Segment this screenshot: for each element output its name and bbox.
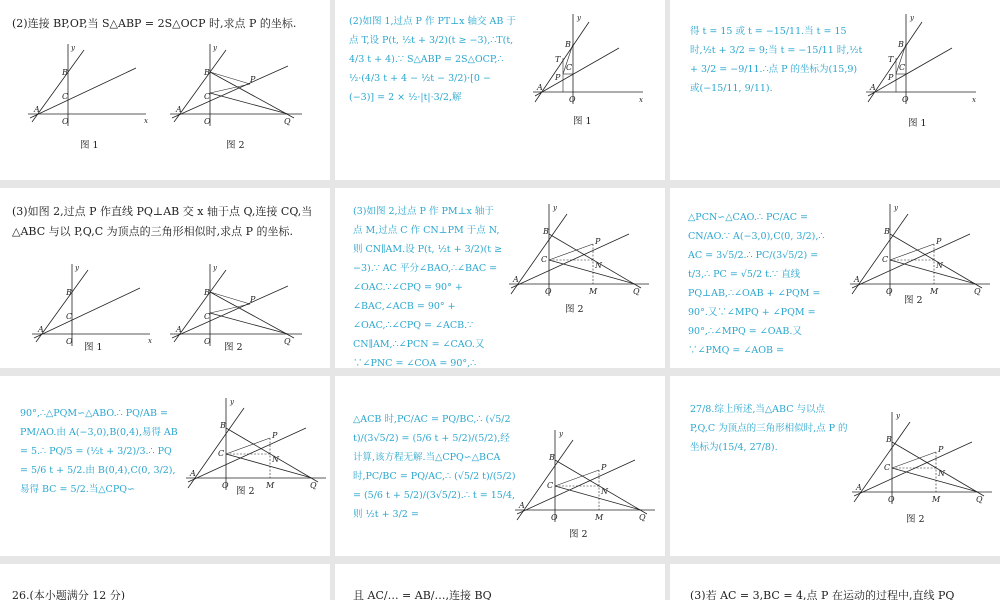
problem-tile-26	[0, 564, 330, 600]
figure-1-caption: 图 1	[84, 342, 103, 353]
figure-2-diagram	[509, 204, 651, 300]
figure-1-diagram	[28, 44, 148, 134]
answer-tile-3e	[670, 376, 1000, 556]
figure-2-diagram	[850, 204, 992, 300]
answer-tile-26a	[335, 564, 665, 600]
figure-2-caption: 图 2	[236, 486, 255, 497]
answer-text: △PCN∽△CAO.∴ PC/AC = CN/AO.∵ A(−3,0),C(0, 3/2),∴ AC = 3√5/2.∴ PC/(3√5/2) = t/3,∴ PC = √5/2 t.∵ 直线 PQ⊥AB,∴∠OAB + ∠PQM = 90°.又∵∠MPQ + ∠PQM = 90°,∴∠MPQ = ∠OAB.又∵∠PMQ = ∠AOB =	[688, 212, 825, 356]
answer-text: 得 t = 15 或 t = −15/11.当 t = 15 时,½t + 3/2 = 9;当 t = −15/11 时,½t + 3/2 = −9/11.∴点 P 的坐标为(15,9)或(−15/11, 9/11).	[690, 26, 863, 94]
answer-tile-3a	[335, 188, 665, 368]
figure-1-caption: 图 1	[573, 116, 592, 127]
answer-tile-3d	[335, 376, 665, 556]
figure-2-diagram	[852, 412, 994, 508]
figure-2-caption: 图 2	[565, 304, 584, 315]
figure-1-diagram	[533, 14, 645, 110]
figure-1-caption: 图 1	[80, 140, 99, 151]
answer-tile-2a	[335, 0, 665, 180]
answer-tile-3b	[670, 188, 1000, 368]
answer-text: 90°,∴△PQM∽△ABO.∴ PQ/AB = PM/AO.由 A(−3,0),B(0,4),易得 AB = 5.∴ PQ/5 = (½t + 3/2)/3.∴ PQ = 5/6 t + 5/2.由 B(0,4),C(0, 3/2),易得 BC = 5/2.当△CPQ∽	[20, 408, 178, 495]
answer-text: △ACB 时,PC/AC = PQ/BC,∴ (√5/2 t)/(3√5/2) = (5/6 t + 5/2)/(5/2),经计算,该方程无解.当△CPQ∽△BCA 时,PC/BC = PQ/AC,∴ (√5/2 t)/(5/2) = (5/6 t + 5/2)/(3√5/2).∴ t = 15/4,则 ½t + 3/2 =	[353, 414, 516, 520]
figure-1-diagram	[866, 14, 978, 110]
figure-2-caption: 图 2	[224, 342, 243, 353]
answer-text: 27/8.综上所述,当△ABC 与以点 P,Q,C 为顶点的三角形相似时,点 P 的坐标为(15/4, 27/8).	[690, 404, 848, 453]
answer-text: (3)如图 2,过点 P 作 PM⊥x 轴于点 M,过点 C 作 CN⊥PM 于点 N,则 CN∥AM.设 P(t, ½t + 3/2)(t ≥ −3).∵ AC 平分∠BAO,∴∠BAC = ∠OAC.∵∠CPQ = 90° + ∠BAC,∠ACB = 90° + ∠OAC,∴∠CPQ = ∠ACB.∵ CN∥AM,∴∠PCN = ∠CAO.又∵∠PNC = ∠COA = 90°,∴	[353, 206, 503, 368]
problem-heading: 26.(本小题满分 12 分)	[12, 589, 126, 600]
problem-tile-3	[0, 188, 330, 368]
answer-text: (2)如图 1,过点 P 作 PT⊥x 轴交 AB 于点 T,设 P(t, ½t + 3/2)(t ≥ −3),∴T(t, 4/3 t + 4).∵ S△ABP = 2S△OCP,∴ ½·(4/3 t + 4 − ½t − 3/2)·[0 − (−3)] = 2 × ½·|t|·3/2,解	[349, 16, 516, 103]
figure-2-caption: 图 2	[569, 529, 588, 540]
answer-text: 且 AC/… = AB/…,连接 BQ	[353, 589, 492, 600]
figure-2-caption: 图 2	[906, 514, 925, 525]
problem-tile-2	[0, 0, 330, 180]
figure-2-diagram	[170, 44, 304, 134]
problem-text: (2)连接 BP,OP,当 S△ABP = 2S△OCP 时,求点 P 的坐标.	[12, 17, 297, 30]
figure-2-caption: 图 2	[904, 295, 923, 306]
figure-1-caption: 图 1	[908, 118, 927, 129]
figure-2-diagram	[186, 398, 328, 494]
figure-2-diagram	[515, 430, 657, 526]
answer-tile-2b	[670, 0, 1000, 180]
answer-tile-3c	[0, 376, 330, 556]
problem-text: (3)如图 2,过点 P 作直线 PQ⊥AB 交 x 轴于点 Q,连接 CQ,当△ABC 与以 P,Q,C 为顶点的三角形相似时,求点 P 的坐标.	[12, 205, 313, 238]
problem-tile-26-3	[670, 564, 1000, 600]
figure-2-caption: 图 2	[226, 140, 245, 151]
problem-text: (3)若 AC = 3,BC = 4,点 P 在运动的过程中,直线 PQ	[690, 589, 955, 600]
